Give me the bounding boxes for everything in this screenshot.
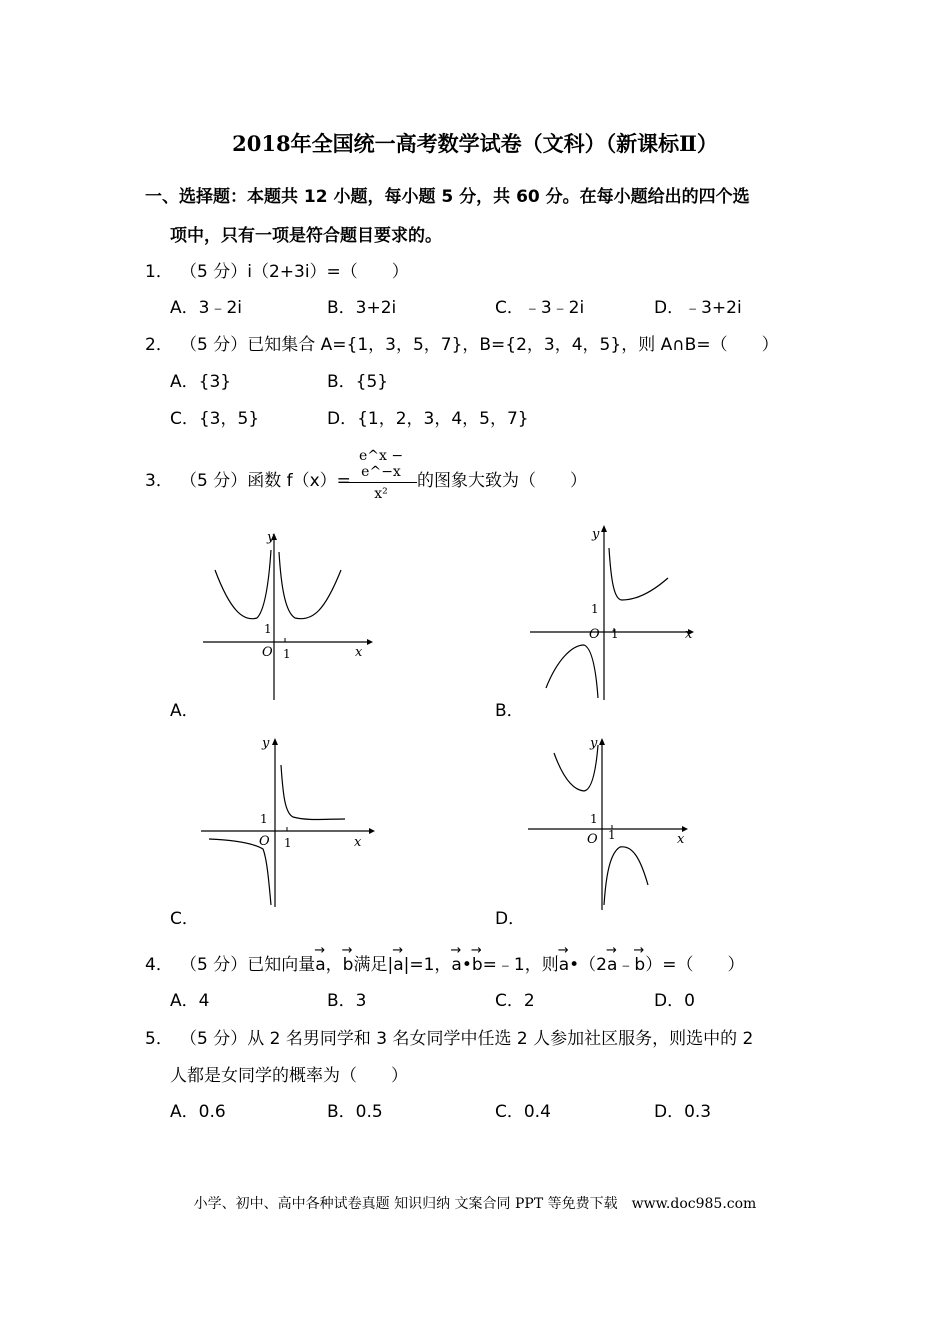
q4-text-g: ﹣ (617, 955, 635, 975)
q4-number: 4． (145, 955, 173, 975)
graph-b-one-x: 1 (611, 627, 619, 641)
q3-suffix: 的图象大致为（ ） (417, 471, 587, 491)
q3-option-d: D． (495, 909, 526, 929)
q3-option-b: B． (495, 701, 524, 721)
q2-option-c: C．{3，5} (170, 409, 260, 429)
q1-number: 1． (145, 262, 173, 282)
q4-text-f: •（2 (569, 955, 607, 975)
graph-b-origin: O (589, 627, 600, 642)
q5-option-a: A．0.6 (170, 1102, 226, 1122)
graph-c-one-y: 1 (260, 812, 268, 826)
graph-b-y-label: y (592, 527, 600, 542)
graph-b (522, 520, 702, 705)
q5-number: 5． (145, 1029, 173, 1049)
q4-sep: ， (325, 955, 343, 975)
graph-b-x-label: x (685, 627, 693, 642)
q3-denominator: x² (374, 486, 388, 502)
q4-option-b: B．3 (327, 991, 367, 1011)
graph-c-x-label: x (354, 835, 362, 850)
q4-text-a: （5 分）已知向量 (180, 955, 316, 975)
graph-a-one-y: 1 (264, 622, 272, 636)
q5-text-line1: （5 分）从 2 名男同学和 3 名女同学中任选 2 人参加社区服务，则选中的 2 (180, 1029, 754, 1049)
q4-vector-a: → a (315, 955, 325, 975)
q2-option-a: A．{3} (170, 372, 232, 392)
q2-text: （5 分）已知集合 A={1，3，5，7}，B={2，3，4，5}，则 A∩B=（ ） (180, 335, 779, 355)
q1-text: （5 分）i（2+3i）=（ ） (180, 262, 409, 282)
q4-option-c: C．2 (495, 991, 535, 1011)
q4-option-d: D．0 (654, 991, 695, 1011)
graph-c-origin: O (259, 834, 270, 849)
graph-d-y-label: y (590, 736, 598, 751)
q1-option-d: D．﹣3+2i (654, 298, 742, 318)
section-header-line2: 项中，只有一项是符合题目要求的。 (170, 226, 442, 246)
q4-text-d: • (461, 955, 472, 975)
q3-numerator: e^x − e^−x (345, 448, 417, 483)
q4-vector-a-3: → a (451, 955, 461, 975)
q4-vector-b-2: → b (472, 955, 483, 975)
q4-option-a: A．4 (170, 991, 210, 1011)
q4-text-e: =﹣1，则 (482, 955, 559, 975)
graph-d-one-y: 1 (590, 812, 598, 826)
q4-vector-b-3: → b (634, 955, 645, 975)
q5-option-b: B．0.5 (327, 1102, 383, 1122)
q2-option-b: B．{5} (327, 372, 389, 392)
graph-b-one-y: 1 (591, 602, 599, 616)
graph-c-one-x: 1 (284, 836, 292, 850)
page-title: 2018年全国统一高考数学试卷（文科）（新课标Ⅱ） (232, 131, 718, 156)
graph-d-one-x: 1 (608, 828, 616, 842)
graph-a (195, 530, 375, 705)
q3-option-a: A． (170, 701, 199, 721)
q5-text-line2: 人都是女同学的概率为（ ） (170, 1066, 408, 1086)
section-header-line1: 一、选择题：本题共 12 小题，每小题 5 分，共 60 分。在每小题给出的四个选 (145, 187, 750, 207)
graph-a-x-label: x (355, 645, 363, 660)
graph-c (193, 735, 378, 915)
q1-option-b: B．3+2i (327, 298, 397, 318)
footer-text: 小学、初中、高中各种试卷真题 知识归纳 文案合同 PPT 等免费下载 www.doc985.com (193, 1196, 757, 1212)
graph-a-one-x: 1 (283, 647, 291, 661)
q3-prefix: （5 分）函数 f（x）= (180, 471, 351, 491)
graph-c-y-label: y (262, 736, 270, 751)
q2-number: 2． (145, 335, 173, 355)
q4-vector-a-5: → a (607, 955, 617, 975)
q4-vector-a-2: → a (393, 955, 403, 975)
q3-number: 3． (145, 471, 173, 491)
q3-fraction (345, 448, 417, 502)
q3-option-c: C． (170, 909, 199, 929)
q4-text-b: 满足| (353, 955, 394, 975)
q1-option-c: C．﹣3﹣2i (495, 298, 585, 318)
q4-text-h: ）=（ ） (645, 955, 745, 975)
q1-option-a: A．3﹣2i (170, 298, 242, 318)
q4-text (180, 950, 744, 975)
graph-d (522, 735, 697, 915)
graph-a-origin: O (262, 645, 273, 660)
graph-d-origin: O (587, 832, 598, 847)
q4-text-c: |=1， (403, 955, 452, 975)
graph-d-x-label: x (677, 832, 685, 847)
q2-option-d: D．{1，2，3，4，5，7} (327, 409, 529, 429)
q4-vector-a-4: → a (559, 955, 569, 975)
q4-vector-b: → b (343, 955, 354, 975)
q5-option-c: C．0.4 (495, 1102, 551, 1122)
graph-a-y-label: y (267, 530, 275, 545)
q5-option-d: D．0.3 (654, 1102, 712, 1122)
